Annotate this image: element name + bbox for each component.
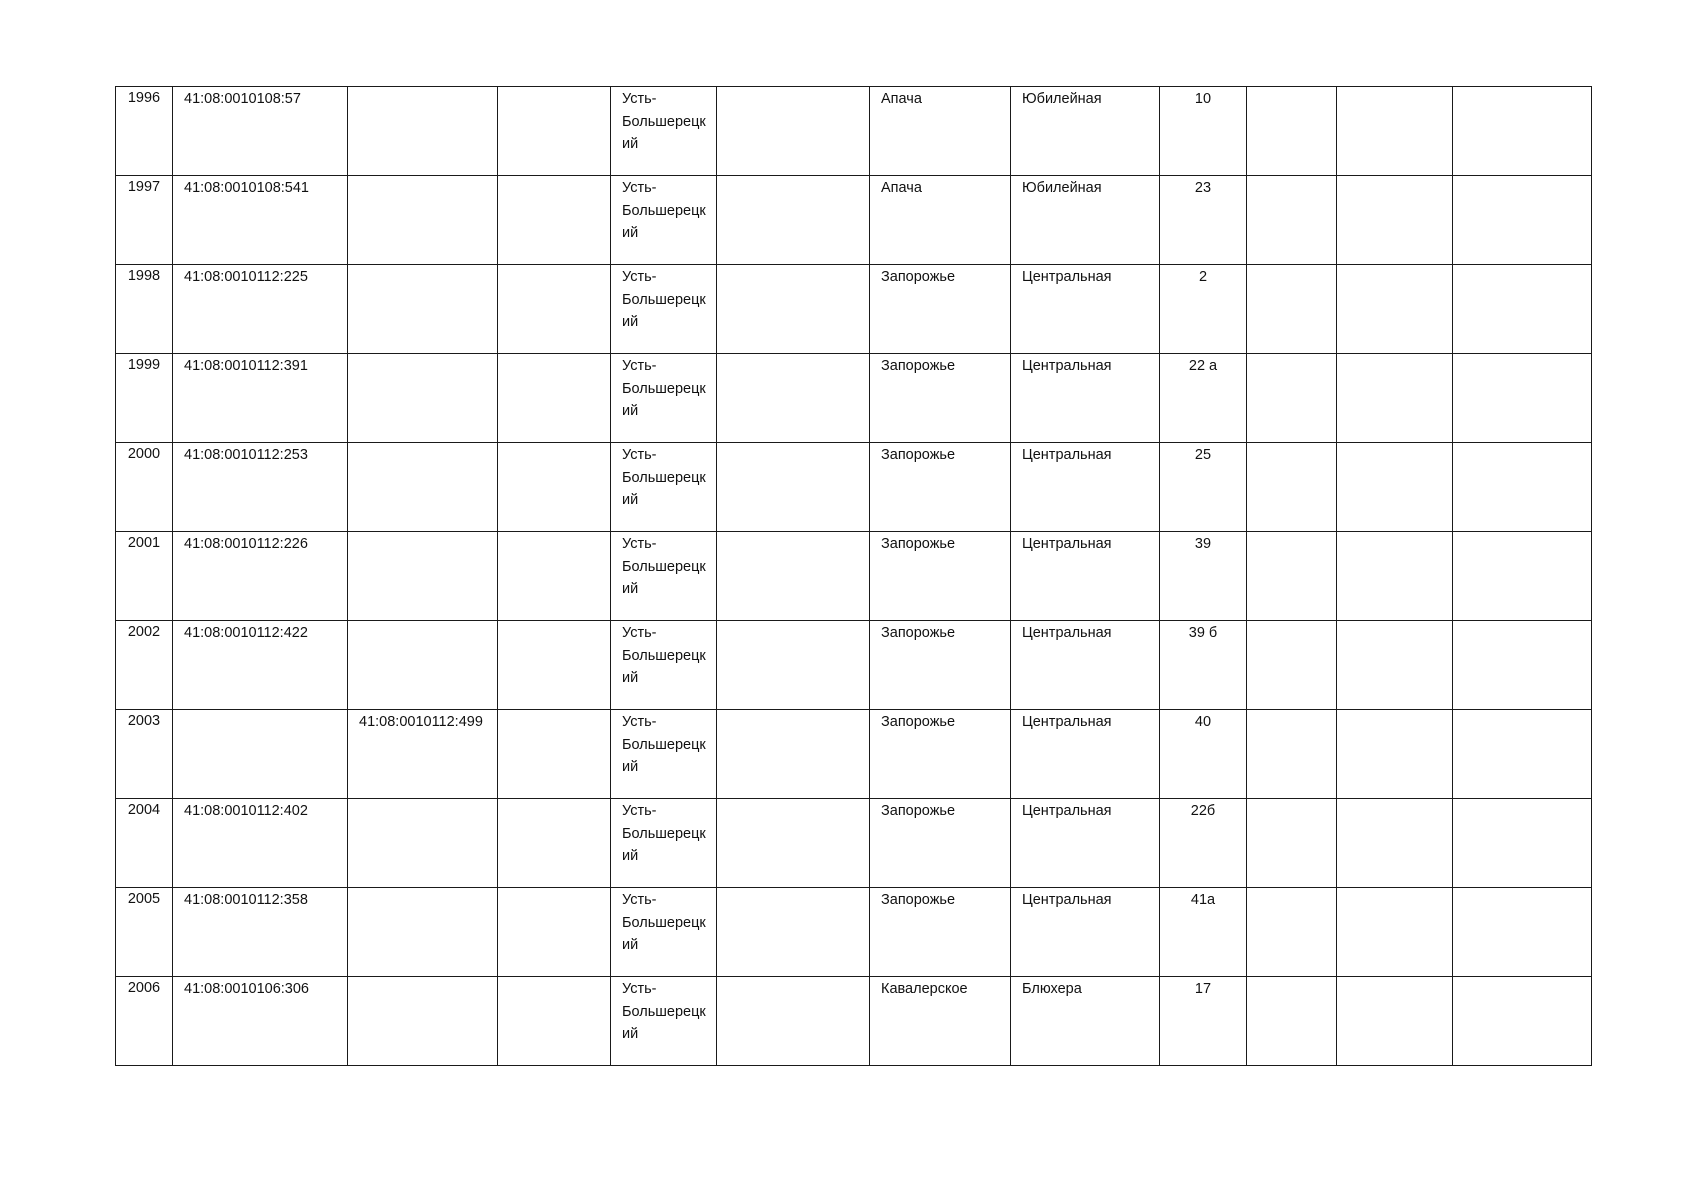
empty-text [1337,977,1452,978]
empty-text [1247,799,1336,800]
empty-cell [1247,888,1337,977]
empty-text [498,176,610,177]
cadastral-number-cell [173,176,348,265]
house-number-text: 22б [1190,803,1216,819]
cadastral-number-alt-text [348,532,497,533]
street-text: Блюхера [1022,981,1082,997]
table-row [116,265,1592,354]
row-number-cell: 1997 [116,176,173,265]
empty-text [1247,265,1336,266]
table-row [116,443,1592,532]
empty-text [1247,532,1336,533]
district-text: Усть-Большерецкий [622,180,706,241]
empty-text [1453,265,1591,266]
registry-table [115,86,1592,1066]
cadastral-number-alt-text [348,977,497,978]
empty-text [1337,799,1452,800]
empty-cell [498,176,611,265]
empty-text [1337,888,1452,889]
table-row [116,888,1592,977]
cadastral-number-alt-cell [348,443,498,532]
empty-text [1453,710,1591,711]
cadastral-number-cell [173,710,348,799]
house-number-text: 2 [1198,269,1208,285]
cadastral-number-cell [173,532,348,621]
locality-cell [870,176,1011,265]
row-number-cell: 2001 [116,532,173,621]
cadastral-number-cell [173,265,348,354]
empty-text [1453,354,1591,355]
empty-text [1337,710,1452,711]
locality-text: Кавалерское [881,981,968,997]
cadastral-number-cell [173,87,348,176]
empty-text [1453,87,1591,88]
locality-text: Запорожье [881,714,956,730]
empty-text [1453,888,1591,889]
house-number-cell [1160,87,1247,176]
cadastral-number-text: 41:08:0010108:57 [184,91,301,107]
district-cell [611,265,717,354]
street-cell [1011,710,1160,799]
empty-text [1337,621,1452,622]
cadastral-number-alt-cell [348,265,498,354]
empty-text [1247,443,1336,444]
locality-cell [870,888,1011,977]
empty-text [498,799,610,800]
district-cell [611,799,717,888]
empty-cell [717,354,870,443]
empty-cell [1453,621,1592,710]
empty-cell [498,265,611,354]
house-number-cell [1160,176,1247,265]
street-cell [1011,977,1160,1066]
house-number-text: 22 а [1188,358,1218,374]
empty-cell [1453,87,1592,176]
empty-text [498,265,610,266]
cadastral-number-alt-text [348,443,497,444]
cadastral-number-cell [173,977,348,1066]
empty-text [498,532,610,533]
cadastral-number-cell [173,799,348,888]
house-number-text: 40 [1194,714,1212,730]
street-cell [1011,354,1160,443]
empty-text [498,621,610,622]
empty-text [1453,532,1591,533]
empty-text [498,87,610,88]
cadastral-number-alt-cell [348,799,498,888]
locality-cell [870,710,1011,799]
row-number-cell: 2005 [116,888,173,977]
district-text: Усть-Большерецкий [622,714,706,775]
district-text: Усть-Большерецкий [622,625,706,686]
empty-text [717,87,869,88]
empty-text [498,888,610,889]
street-text: Центральная [1022,269,1112,285]
cadastral-number-alt-cell [348,888,498,977]
street-cell [1011,621,1160,710]
cadastral-number-alt-cell [348,532,498,621]
empty-cell [1337,888,1453,977]
empty-cell [498,710,611,799]
empty-cell [1247,621,1337,710]
house-number-cell [1160,532,1247,621]
empty-text [1337,265,1452,266]
locality-cell [870,443,1011,532]
empty-cell [1453,176,1592,265]
house-number-text: 25 [1194,447,1212,463]
house-number-cell [1160,977,1247,1066]
locality-text: Запорожье [881,625,956,641]
empty-cell [1337,710,1453,799]
locality-cell [870,87,1011,176]
street-text: Юбилейная [1022,91,1102,107]
street-text: Центральная [1022,447,1112,463]
empty-text [1337,87,1452,88]
district-text: Усть-Большерецкий [622,269,706,330]
empty-cell [717,532,870,621]
empty-text [1453,799,1591,800]
empty-cell [1247,87,1337,176]
house-number-cell [1160,354,1247,443]
empty-text [498,443,610,444]
empty-cell [717,265,870,354]
empty-text [1247,977,1336,978]
locality-cell [870,354,1011,443]
cadastral-number-alt-cell [348,354,498,443]
row-number-cell: 1998 [116,265,173,354]
empty-cell [1453,354,1592,443]
empty-cell [498,87,611,176]
table-row [116,621,1592,710]
empty-cell [1453,710,1592,799]
locality-text: Запорожье [881,358,956,374]
street-cell [1011,799,1160,888]
empty-cell [1337,443,1453,532]
empty-cell [717,87,870,176]
street-cell [1011,176,1160,265]
empty-cell [498,799,611,888]
cadastral-number-cell [173,621,348,710]
locality-text: Апача [881,91,922,107]
house-number-text: 39 [1194,536,1212,552]
row-number-cell: 2000 [116,443,173,532]
cadastral-number-text: 41:08:0010112:391 [184,358,308,374]
row-number-cell: 1996 [116,87,173,176]
district-text: Усть-Большерецкий [622,91,706,152]
street-text: Центральная [1022,536,1112,552]
cadastral-number-text: 41:08:0010112:402 [184,803,308,819]
cadastral-number-alt-text: 41:08:0010112:499 [359,714,483,730]
cadastral-number-alt-text [348,621,497,622]
house-number-text: 39 б [1188,625,1218,641]
empty-cell [1337,977,1453,1066]
cadastral-number-text [173,710,347,711]
empty-cell [1453,532,1592,621]
table-row [116,710,1592,799]
house-number-cell [1160,799,1247,888]
cadastral-number-alt-text [348,888,497,889]
house-number-text: 23 [1194,180,1212,196]
empty-cell [1337,532,1453,621]
district-text: Усть-Большерецкий [622,536,706,597]
table-row [116,354,1592,443]
district-text: Усть-Большерецкий [622,981,706,1042]
empty-text [1247,710,1336,711]
empty-text [717,176,869,177]
row-number-cell: 2003 [116,710,173,799]
empty-text [1453,176,1591,177]
cadastral-number-alt-text [348,176,497,177]
empty-cell [1337,265,1453,354]
house-number-text: 17 [1194,981,1212,997]
district-cell [611,621,717,710]
district-cell [611,977,717,1066]
cadastral-number-alt-cell [348,176,498,265]
cadastral-number-alt-text [348,354,497,355]
empty-text [1247,354,1336,355]
empty-cell [1247,443,1337,532]
row-number-cell: 1999 [116,354,173,443]
table-row [116,532,1592,621]
empty-text [498,710,610,711]
street-text: Центральная [1022,803,1112,819]
street-cell [1011,443,1160,532]
empty-cell [1247,710,1337,799]
empty-text [717,265,869,266]
empty-cell [1337,799,1453,888]
empty-text [717,710,869,711]
empty-text [717,621,869,622]
empty-cell [1453,265,1592,354]
street-text: Центральная [1022,625,1112,641]
empty-text [498,977,610,978]
row-number-cell: 2006 [116,977,173,1066]
cadastral-number-cell [173,443,348,532]
cadastral-number-alt-text [348,265,497,266]
empty-text [1247,621,1336,622]
empty-cell [498,532,611,621]
cadastral-number-text: 41:08:0010112:225 [184,269,308,285]
cadastral-number-alt-text [348,799,497,800]
district-cell [611,87,717,176]
empty-text [1337,176,1452,177]
empty-cell [1247,532,1337,621]
street-text: Юбилейная [1022,180,1102,196]
row-number-cell: 2002 [116,621,173,710]
house-number-cell [1160,443,1247,532]
house-number-cell [1160,710,1247,799]
house-number-cell [1160,621,1247,710]
empty-text [498,354,610,355]
empty-cell [717,977,870,1066]
house-number-text: 10 [1194,91,1212,107]
locality-text: Запорожье [881,447,956,463]
empty-text [1337,354,1452,355]
house-number-cell [1160,265,1247,354]
district-cell [611,532,717,621]
street-cell [1011,87,1160,176]
empty-cell [1337,87,1453,176]
table-row [116,176,1592,265]
locality-cell [870,265,1011,354]
district-cell [611,710,717,799]
empty-cell [1453,888,1592,977]
cadastral-number-cell [173,888,348,977]
street-cell [1011,888,1160,977]
cadastral-number-alt-cell [348,621,498,710]
table-row [116,977,1592,1066]
district-text: Усть-Большерецкий [622,358,706,419]
empty-cell [1247,176,1337,265]
empty-cell [498,443,611,532]
empty-cell [717,176,870,265]
empty-text [717,888,869,889]
cadastral-number-alt-cell [348,977,498,1066]
district-cell [611,176,717,265]
cadastral-number-text: 41:08:0010112:253 [184,447,308,463]
district-text: Усть-Большерецкий [622,803,706,864]
empty-cell [1247,977,1337,1066]
empty-text [717,799,869,800]
locality-cell [870,621,1011,710]
cadastral-number-text: 41:08:0010106:306 [184,981,309,997]
cadastral-number-text: 41:08:0010112:358 [184,892,308,908]
cadastral-number-text: 41:08:0010112:226 [184,536,308,552]
empty-cell [498,977,611,1066]
empty-text [1247,87,1336,88]
empty-cell [1247,799,1337,888]
empty-cell [1337,354,1453,443]
empty-text [1453,977,1591,978]
empty-cell [498,354,611,443]
district-cell [611,354,717,443]
district-text: Усть-Большерецкий [622,447,706,508]
empty-cell [717,888,870,977]
table-row [116,799,1592,888]
empty-cell [1337,176,1453,265]
empty-cell [498,621,611,710]
locality-text: Запорожье [881,803,956,819]
empty-text [1453,443,1591,444]
empty-cell [1337,621,1453,710]
empty-cell [1247,265,1337,354]
street-cell [1011,532,1160,621]
empty-text [1247,888,1336,889]
district-cell [611,888,717,977]
cadastral-number-cell [173,354,348,443]
street-text: Центральная [1022,714,1112,730]
empty-text [717,977,869,978]
district-cell [611,443,717,532]
table-row [116,87,1592,176]
empty-cell [717,710,870,799]
locality-text: Запорожье [881,536,956,552]
cadastral-number-alt-cell [348,87,498,176]
empty-text [1453,621,1591,622]
cadastral-number-text: 41:08:0010112:422 [184,625,308,641]
locality-text: Запорожье [881,269,956,285]
empty-cell [1247,354,1337,443]
locality-cell [870,799,1011,888]
district-text: Усть-Большерецкий [622,892,706,953]
street-text: Центральная [1022,358,1112,374]
cadastral-number-alt-text [348,87,497,88]
locality-text: Запорожье [881,892,956,908]
locality-cell [870,532,1011,621]
empty-cell [717,443,870,532]
empty-cell [1453,977,1592,1066]
empty-text [1247,176,1336,177]
empty-cell [717,621,870,710]
house-number-cell [1160,888,1247,977]
empty-text [717,443,869,444]
cadastral-number-alt-cell [348,710,498,799]
empty-text [717,532,869,533]
house-number-text: 41а [1190,892,1216,908]
empty-cell [717,799,870,888]
table-body [116,87,1592,1066]
empty-cell [1453,443,1592,532]
street-cell [1011,265,1160,354]
empty-text [717,354,869,355]
locality-cell [870,977,1011,1066]
empty-cell [498,888,611,977]
row-number-cell: 2004 [116,799,173,888]
locality-text: Апача [881,180,922,196]
empty-text [1337,532,1452,533]
street-text: Центральная [1022,892,1112,908]
cadastral-number-text: 41:08:0010108:541 [184,180,309,196]
empty-text [1337,443,1452,444]
empty-cell [1453,799,1592,888]
